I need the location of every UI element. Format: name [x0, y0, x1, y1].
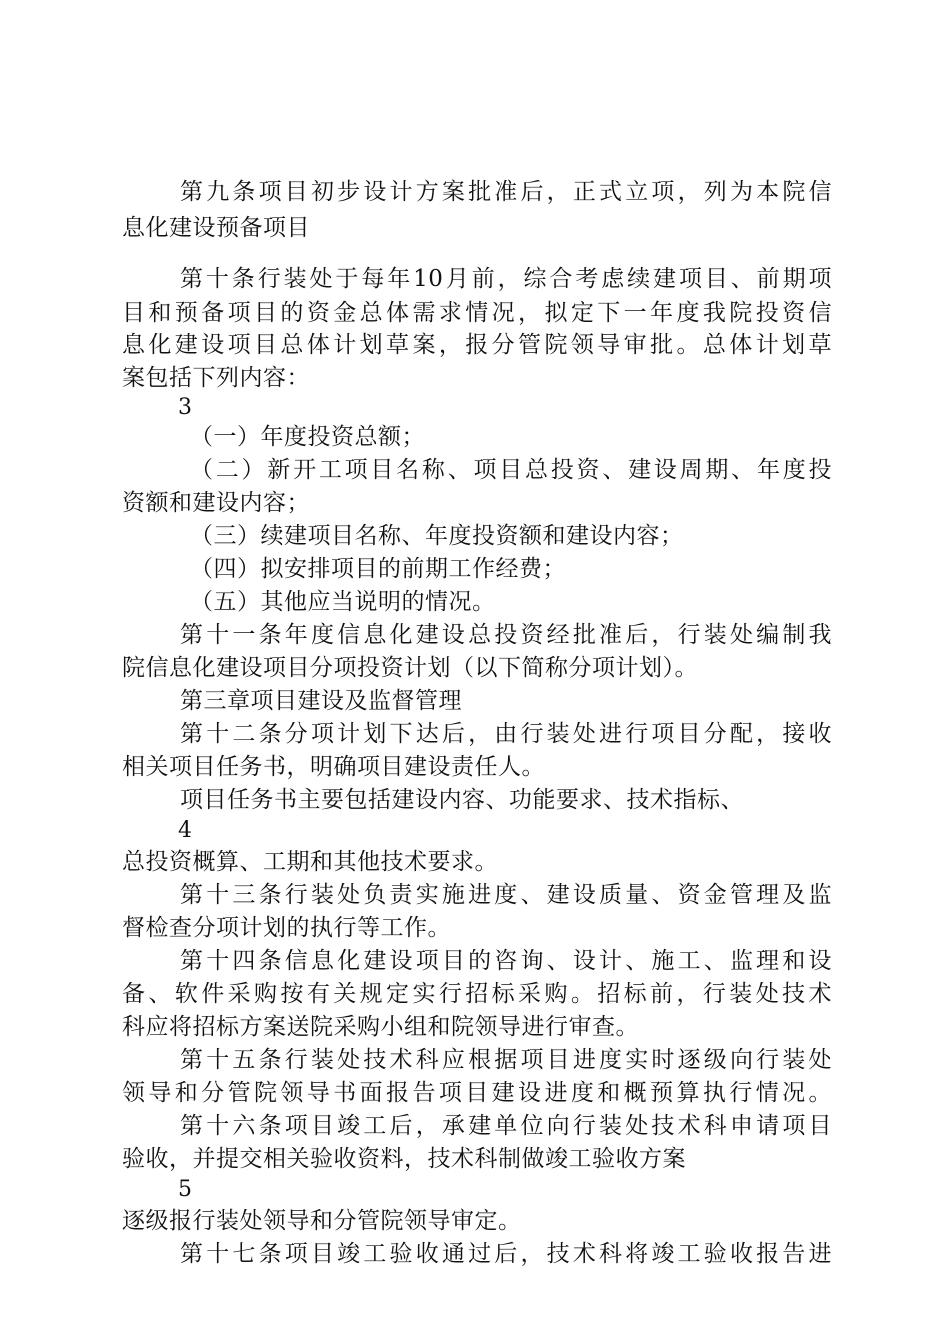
paragraph-line: 备、软件采购按有关规定实行招标采购。招标前，行装处技术: [122, 981, 832, 1007]
paragraph-line: 第九条项目初步设计方案批准后，正式立项，列为本院信: [180, 179, 832, 205]
paragraph-line: 验收，并提交相关验收资料，技术科制做竣工验收方案: [122, 1146, 686, 1172]
paragraph-line: 逐级报行装处领导和分管院领导审定。: [122, 1208, 522, 1234]
paragraph-line: 息化建设项目总体计划草案，报分管院领导审批。总体计划草: [122, 332, 832, 358]
paragraph-line: 案包括下列内容：: [122, 365, 310, 391]
page-number: 4: [178, 818, 192, 843]
list-item: （五）其他应当说明的情况。: [190, 589, 496, 615]
paragraph-line: 息化建设预备项目: [122, 215, 310, 241]
paragraph-line: 院信息化建设项目分项投资计划（以下简称分项计划）。: [122, 655, 698, 681]
chapter-heading: 第三章项目建设及监督管理: [180, 688, 462, 714]
paragraph-line: 第十一条年度信息化建设总投资经批准后，行装处编制我: [180, 622, 832, 648]
paragraph-line: 总投资概算、工期和其他技术要求。: [122, 849, 498, 875]
paragraph-line: 第十条行装处于每年10月前，综合考虑续建项目、前期项: [180, 266, 832, 292]
paragraph-line: 领导和分管院领导书面报告项目建设进度和概预算执行情况。: [122, 1080, 832, 1106]
paragraph-line: 第十六条项目竣工后，承建单位向行装处技术科申请项目: [180, 1113, 832, 1139]
paragraph-line: 督检查分项计划的执行等工作。: [122, 915, 451, 941]
list-item: （三）续建项目名称、年度投资额和建设内容；: [190, 523, 684, 549]
list-item: （一）年度投资总额；: [190, 424, 425, 450]
page-number: 5: [178, 1177, 192, 1202]
page-number: 3: [178, 395, 192, 420]
paragraph-line: 第十二条分项计划下达后，由行装处进行项目分配，接收: [180, 721, 832, 747]
list-item: （二）新开工项目名称、项目总投资、建设周期、年度投: [190, 457, 832, 483]
paragraph-line: 第十三条行装处负责实施进度、建设质量、资金管理及监: [180, 882, 832, 908]
paragraph-line: 目和预备项目的资金总体需求情况，拟定下一年度我院投资信: [122, 300, 832, 326]
paragraph-line: 相关项目任务书，明确项目建设责任人。: [122, 754, 545, 780]
paragraph-line: 科应将招标方案送院采购小组和院领导进行审查。: [122, 1014, 639, 1040]
paragraph-line: 项目任务书主要包括建设内容、功能要求、技术指标、: [180, 787, 744, 813]
list-item: （四）拟安排项目的前期工作经费；: [190, 556, 566, 582]
paragraph-line: 第十四条信息化建设项目的咨询、设计、施工、监理和设: [180, 948, 832, 974]
paragraph-line: 第十五条行装处技术科应根据项目进度实时逐级向行装处: [180, 1047, 832, 1073]
paragraph-line: 资额和建设内容；: [122, 490, 310, 516]
paragraph-line: 第十七条项目竣工验收通过后，技术科将竣工验收报告进: [180, 1241, 832, 1267]
